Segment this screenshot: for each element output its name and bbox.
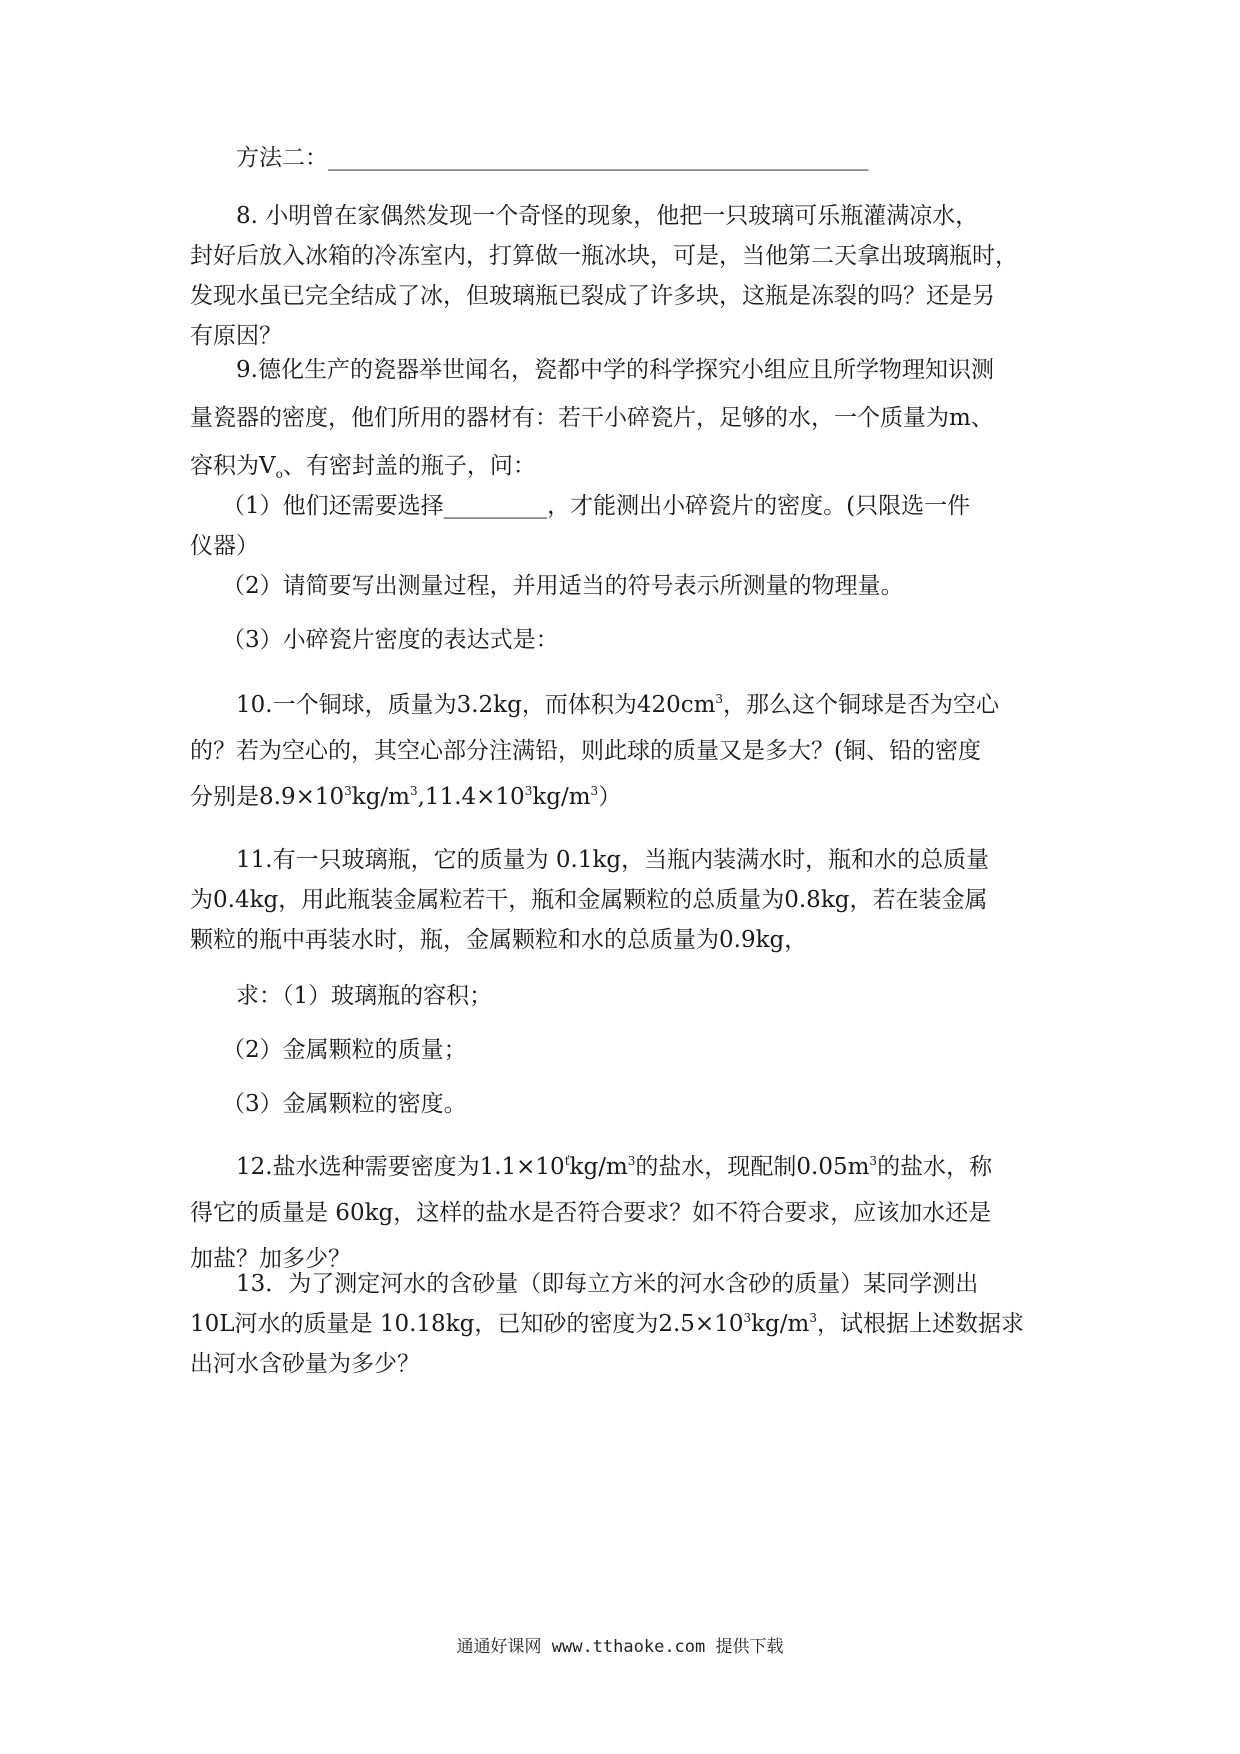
question-11	[190, 840, 1060, 960]
q10-l3-sup2: 3	[409, 784, 418, 798]
q9-line-3	[190, 442, 1060, 490]
q8-line-3: 发现水虽已完全结成了冰，但玻璃瓶已裂成了许多块，这瓶是冻裂的吗？还是另	[190, 283, 995, 309]
method-two-line	[190, 138, 1060, 178]
q12-line-1	[190, 1144, 1060, 1190]
q9-part-1	[190, 486, 1060, 566]
q12-l1-d: 的盐水，称	[877, 1154, 993, 1180]
q8-line-4: 有原因？	[190, 323, 282, 349]
q8-line-2: 封好后放入冰箱的冷冻室内，打算做一瓶冰块，可是，当他第二天拿出玻璃瓶时，	[190, 243, 1018, 269]
q9-part-1-rest: ，才能测出小碎瓷片的密度。(只限选一件	[547, 493, 971, 519]
q8-line-1: 8. 小明曾在家偶然发现一个奇怪的现象，他把一只玻璃可乐瓶灌满凉水，	[236, 203, 979, 229]
q10-line-1	[190, 682, 1060, 728]
q10-line-1-sup: 3	[715, 692, 724, 706]
q12-l1-sup1: ť	[564, 1154, 570, 1168]
q10-line-1-rest: ，那么这个铜球是否为空心	[723, 692, 1000, 718]
q9-part-2-text: （2）请简要写出测量过程，并用适当的符号表示所测量的物理量。	[222, 573, 904, 599]
q9-part-3	[190, 620, 1060, 660]
q13-line-2	[190, 1304, 1060, 1344]
q10-l3-d: kg/m	[532, 784, 591, 810]
q13-l2-a: 10L河水的质量是 10.18kg，已知砂的密度为2.5×10	[190, 1311, 744, 1337]
q12-l1-sup2: 3	[627, 1154, 636, 1168]
q12-l1-c: 的盐水，现配制0.05m	[635, 1154, 870, 1180]
page-footer: 通通好课网 www.tthaoke.com 提供下载	[456, 1637, 784, 1657]
q13-l2-sup1: 3	[743, 1311, 752, 1325]
q9-line-3-sub: o	[275, 467, 283, 481]
q10-line-3	[190, 774, 1060, 820]
q10-line-2: 的？若为空心的，其空心部分注满铅，则此球的质量又是多大？(铜、铅的密度	[190, 738, 981, 764]
q10-l3-e: ）	[598, 784, 622, 810]
question-12	[190, 1144, 1060, 1282]
q10-l3-sup3: 3	[524, 784, 533, 798]
q9-part-3-text: （3）小碎瓷片密度的表达式是：	[222, 627, 559, 653]
q12-l1-a: 12.盐水选种需要密度为1.1×10	[236, 1154, 565, 1180]
q9-part-1-line-2: 仪器）	[190, 533, 259, 559]
q13-l2-b: kg/m	[751, 1311, 810, 1337]
q10-line-1-text: 10.一个铜球，质量为3.2kg，而体积为420cm	[236, 692, 716, 718]
method-two-blank: _______________________________________________	[328, 145, 869, 171]
q10-l3-a: 分别是8.9×10	[190, 784, 345, 810]
question-9	[190, 346, 1060, 490]
q9-part-1-line-1	[190, 486, 1060, 526]
q10-l3-sup1: 3	[344, 784, 352, 798]
question-10	[190, 682, 1060, 820]
q11-line-3: 颗粒的瓶中再装水时，瓶，金属颗粒和水的总质量为0.9kg，	[190, 927, 808, 953]
q13-l2-c: ，试根据上述数据求	[816, 1311, 1024, 1337]
q11-ask-1-text: 求：（1）玻璃瓶的容积；	[236, 983, 493, 1009]
q12-line-2: 得它的质量是 60kg，这样的盐水是否符合要求？如不符合要求，应该加水还是	[190, 1200, 992, 1226]
q9-line-3-rest: 、有密封盖的瓶子，问：	[282, 453, 536, 479]
q10-l3-sup4: 3	[590, 784, 599, 798]
q13-l2-sup2: 3	[809, 1311, 817, 1325]
q9-part-1-text: （1）他们还需要选择	[222, 493, 444, 519]
q11-line-1: 11.有一只玻璃瓶，它的质量为 0.1kg，当瓶内装满水时，瓶和水的总质量	[236, 847, 990, 873]
q10-l3-c: ,11.4×10	[417, 784, 525, 810]
q9-line-2: 量瓷器的密度，他们所用的器材有：若干小碎瓷片，足够的水，一个质量为m、	[190, 405, 994, 431]
q9-line-3-text: 容积为V	[190, 453, 276, 479]
q12-line-3: 加盐？加多少？	[190, 1246, 351, 1272]
q11-ask-3-text: （3）金属颗粒的密度。	[222, 1091, 467, 1117]
method-two	[190, 138, 1060, 178]
q12-l1-b: kg/m	[569, 1154, 628, 1180]
q11-ask-1	[190, 976, 1060, 1016]
method-two-label: 方法二：	[236, 145, 328, 171]
q10-l3-b: kg/m	[351, 784, 410, 810]
q11-ask-2	[190, 1030, 1060, 1070]
q11-line-2: 为0.4kg，用此瓶装金属粒若干，瓶和金属颗粒的总质量为0.8kg，若在装金属	[190, 887, 988, 913]
q11-ask-3	[190, 1084, 1060, 1124]
q12-l1-sup3: 3	[869, 1154, 878, 1168]
question-8	[190, 196, 1060, 356]
q13-line-3: 出河水含砂量为多少？	[190, 1351, 420, 1377]
q11-ask-2-text: （2）金属颗粒的质量；	[222, 1037, 467, 1063]
q9-part-2	[190, 566, 1060, 606]
q13-line-1: 13．为了测定河水的含砂量（即每立方米的河水含砂的质量）某同学测出	[236, 1271, 979, 1297]
q9-part-1-blank: _________	[443, 493, 548, 519]
q9-line-1: 9.德化生产的瓷器举世闻名，瓷都中学的科学探究小组应且所学物理知识测	[236, 357, 994, 383]
question-13	[190, 1264, 1060, 1384]
